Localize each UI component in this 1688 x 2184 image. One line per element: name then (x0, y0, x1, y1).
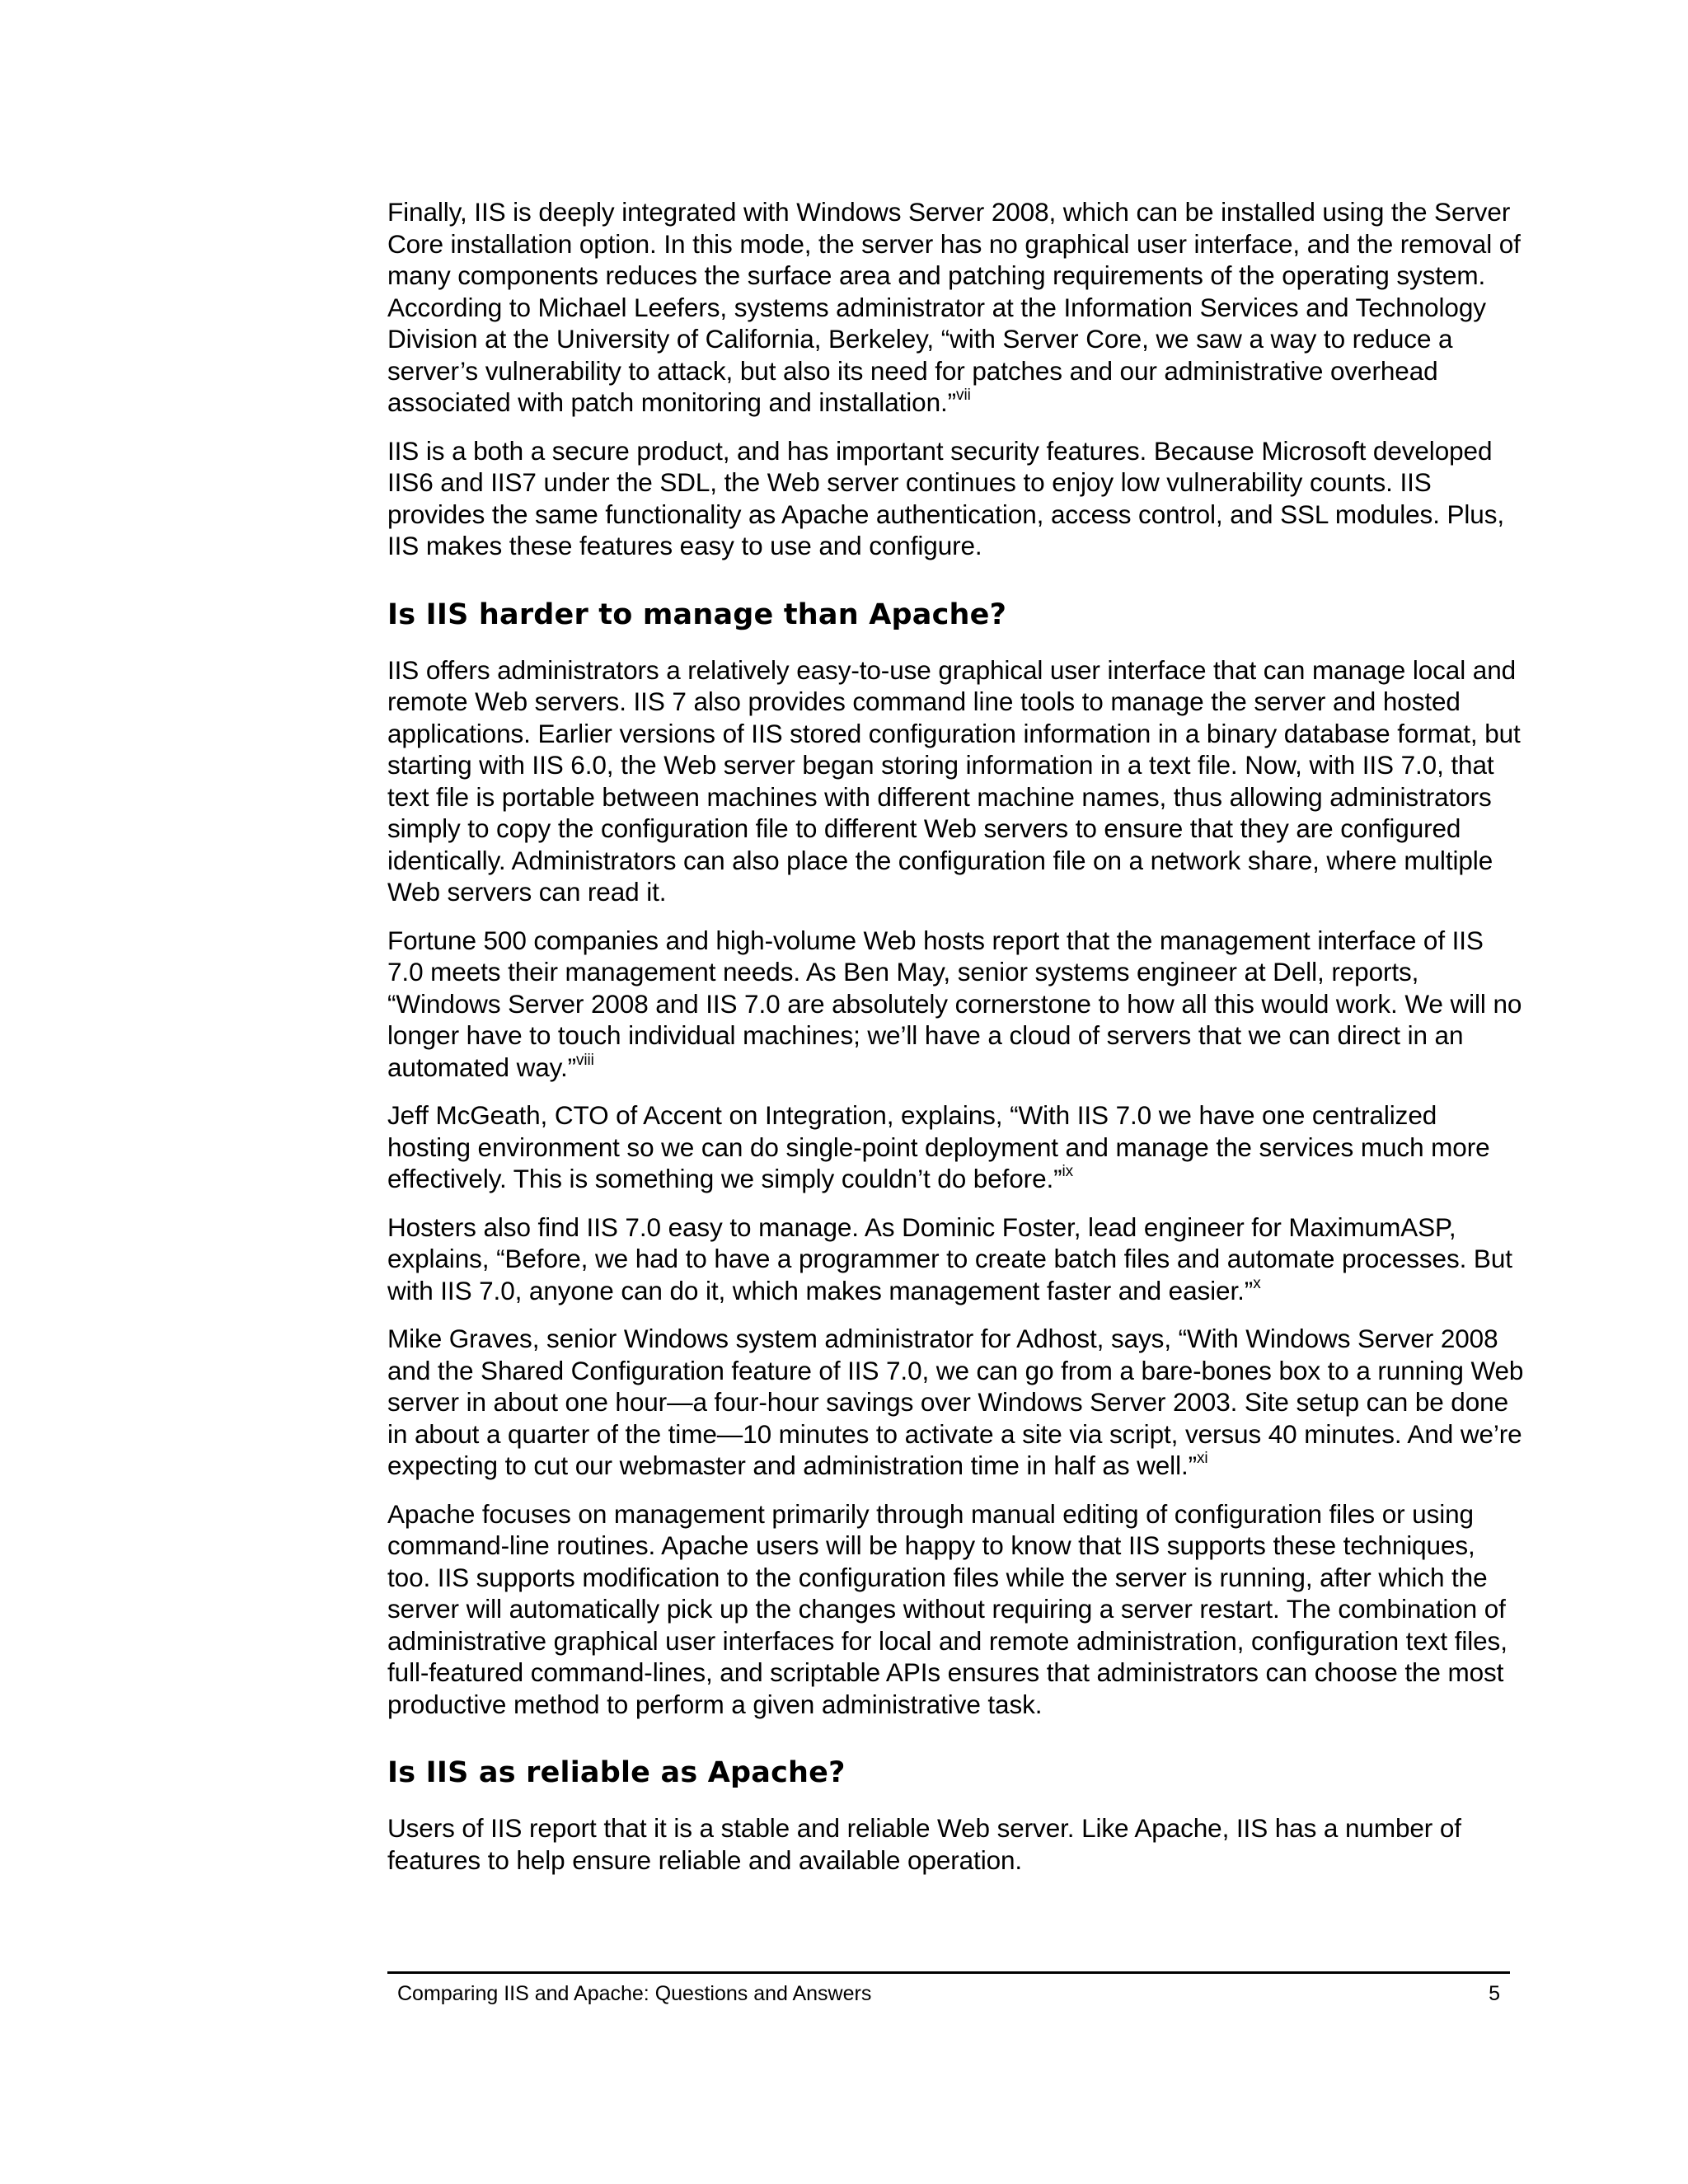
endnote-ref[interactable]: xi (1197, 1450, 1208, 1467)
paragraph-mike-graves: Mike Graves, senior Windows system administrator for Adhost, says, “With Windows Server 2008 and the Shared Configuration feature of IIS 7.0, we can go from a bare-bones box to a running Web server in about one hour—a four-hour savings over Windows Server 2003. Site setup can be done in about a quarter of the time—10 minutes to activate a site via script, versus 40 minutes. And we’re expecting to cut our webmaster and administration time in half as well.”$^{xi}$ (387, 1324, 1524, 1480)
endnote-ref[interactable]: viii (576, 1051, 594, 1069)
endnote-ref[interactable]: vii (956, 387, 971, 404)
paragraph-security-features: IIS is a both a secure product, and has important security features. Because Microsoft developed IIS6 and IIS7 under the SDL, the Web server continues to enjoy low vulnerability counts. IIS provides the same functionality as Apache authentication, access control, and SSL modules. Plus, IIS makes these features easy to use and configure. (387, 435, 1505, 560)
page-number: 5 (1489, 1982, 1500, 2005)
section-heading-reliable: Is IIS as reliable as Apache? (387, 1756, 846, 1789)
section-heading-manage: Is IIS harder to manage than Apache? (387, 598, 1007, 631)
paragraph-reliability: Users of IIS report that it is a stable and reliable Web server. Like Apache, IIS has a number of features to help ensure reliable and available operation. (387, 1813, 1461, 1875)
endnote-ref[interactable]: ix (1062, 1163, 1074, 1180)
paragraph-hosters: Hosters also find IIS 7.0 easy to manage. As Dominic Foster, lead engineer for MaximumASP, explains, “Before, we had to have a programmer to create batch files and automate processes. But with IIS 7.0, anyone can do it, which makes management faster and easier.”$^x$ (387, 1212, 1512, 1305)
paragraph-server-core: Finally, IIS is deeply integrated with Windows Server 2008, which can be installed using the Server Core installation option. In this mode, the server has no graphical user interface, and the removal of many components reduces the surface area and patching requirements of the operating system. According to Michael Leefers, systems administrator at the Information Services and Technology Division at the University of California, Berkeley, “with Server Core, we saw a way to reduce a server’s vulnerability to attack, but also its need for patches and our administrative overhead associated with patch monitoring and installation.”$^{vii}$ (387, 197, 1521, 417)
footer-title: Comparing IIS and Apache: Questions and Answers (397, 1982, 872, 2005)
document-body (387, 196, 1525, 1892)
paragraph-jeff-mcgeath: Jeff McGeath, CTO of Accent on Integration, explains, “With IIS 7.0 we have one centralized hosting environment so we can do single-point deployment and manage the services much more effectively. This is something we simply couldn’t do before.”$^{ix}$ (387, 1100, 1490, 1193)
endnote-ref[interactable]: x (1253, 1274, 1261, 1292)
paragraph-apache-management: Apache focuses on management primarily through manual editing of configuration files or using command-line routines. Apache users will be happy to know that IIS supports these techniques, too. IIS supports modification to the configuration files while the server is running, after which the server will automatically pick up the changes without requiring a server restart. The combination of administrative graphical user interfaces for local and remote administration, configuration text files, full-featured command-lines, and scriptable APIs ensures that administrators can choose the most productive method to perform a given administrative task. (387, 1498, 1507, 1719)
paragraph-fortune-500: Fortune 500 companies and high-volume Web hosts report that the management interface of IIS 7.0 meets their management needs. As Ben May, senior systems engineer at Dell, reports, “Windows Server 2008 and IIS 7.0 are absolutely cornerstone to how all this would work. We will no longer have to touch individual machines; we’ll have a cloud of servers that we can direct in an automated way.”$^{viii}$ (387, 925, 1522, 1082)
paragraph-management-gui: IIS offers administrators a relatively easy-to-use graphical user interface that can manage local and remote Web servers. IIS 7 also provides command line tools to manage the server and hosted applications. Earlier versions of IIS stored configuration information in a binary database format, but starting with IIS 6.0, the Web server began storing information in a text file. Now, with IIS 7.0, that text file is portable between machines with different machine names, thus allowing administrators simply to copy the configuration file to different Web servers to ensure that they are configured identically. Administrators can also place the configuration file on a network share, where multiple Web servers can read it. (387, 654, 1521, 907)
page-footer (387, 1971, 1510, 2007)
